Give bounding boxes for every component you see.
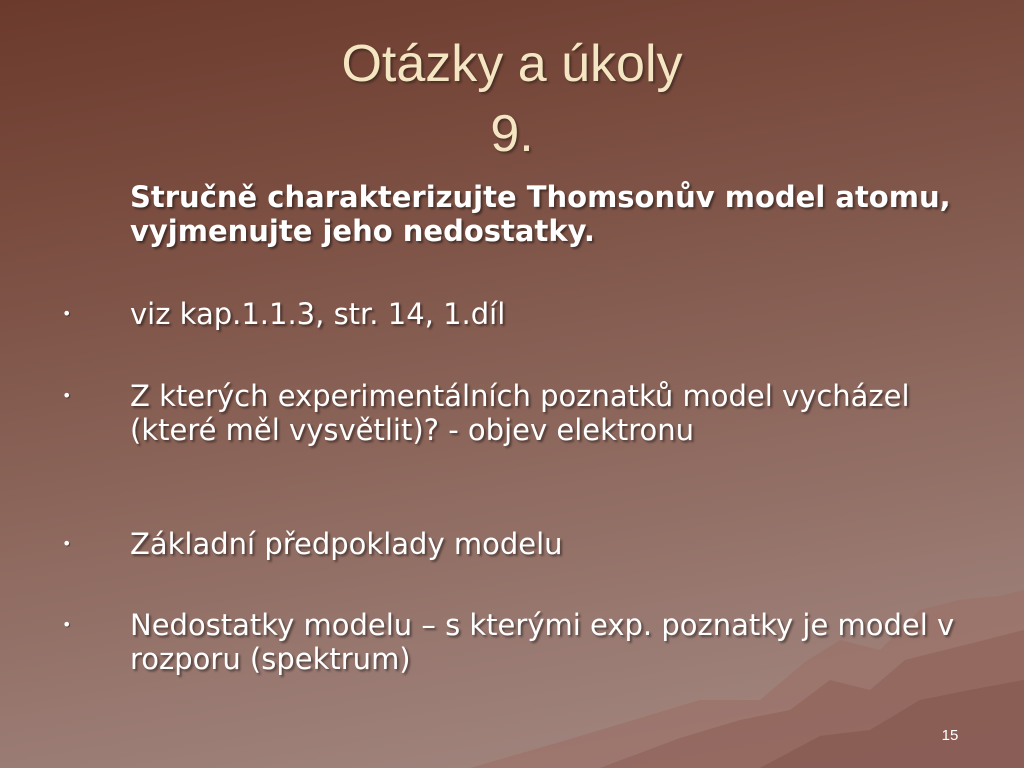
list-item-text: Nedostatky modelu – s kterými exp. poznatky je model v rozporu (spektrum) xyxy=(130,608,955,676)
slide-title: Otázky a úkoly xyxy=(341,35,683,93)
bullet-icon: • xyxy=(62,615,72,634)
intro-question: Stručně charakterizujte Thomsonův model atomu, vyjmenujte jeho nedostatky. xyxy=(130,180,951,248)
list-item-text: Základní předpoklady modelu xyxy=(130,527,563,561)
page-number: 15 xyxy=(941,727,959,744)
list-item-text: viz kap.1.1.3, str. 14, 1.díl xyxy=(130,297,506,331)
slide-title-number: 9. xyxy=(490,105,534,163)
bullet-icon: • xyxy=(62,534,72,553)
bullet-icon: • xyxy=(62,386,72,405)
bullet-icon: • xyxy=(62,304,72,323)
list-item-text: Z kterých experimentálních poznatků model vycházel (které měl vysvětlit)? - objev elektronu xyxy=(130,379,910,447)
